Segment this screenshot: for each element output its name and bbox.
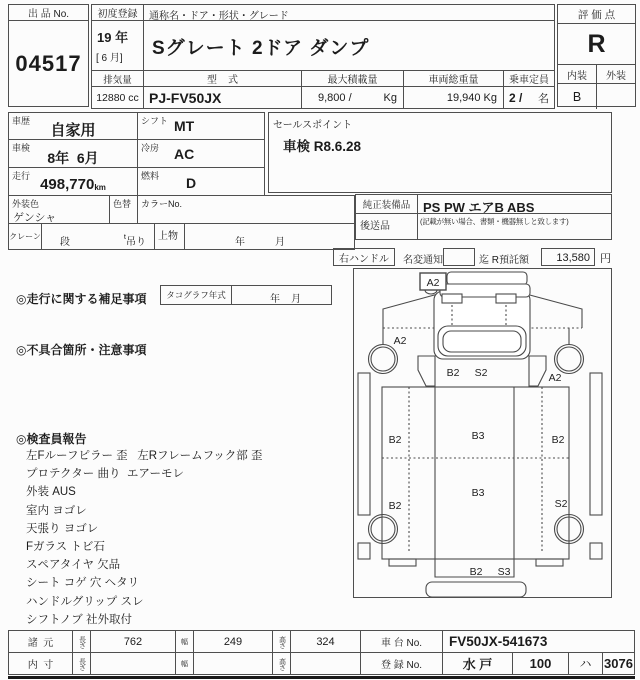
- capacity-unit: 名: [538, 92, 549, 105]
- damage-code-bed-lower: B3: [471, 487, 485, 499]
- model-code-value: PJ-FV50JX: [143, 86, 302, 109]
- model-name-value: Sグレート 2ドア ダンプ: [143, 20, 555, 71]
- mileage-label: 走行: [12, 171, 31, 181]
- inspection-value: 8年 6月: [47, 150, 99, 166]
- inspection-label: 車検: [12, 143, 31, 153]
- color-no-cell: [137, 195, 355, 224]
- inner-height-label: 高さ: [272, 652, 291, 675]
- damage-code-tail-b2: B2: [469, 566, 483, 578]
- sales-point-label: セールスポイント: [273, 120, 353, 131]
- damage-code-tail-s3: S3: [497, 566, 511, 578]
- damage-code-bed-upper: B3: [471, 430, 485, 442]
- mileage-unit: km: [94, 183, 106, 192]
- inspector-line: 左Fルーフピラー 歪 左Rフレームフック部 歪: [26, 450, 263, 462]
- registration-class: 100: [512, 652, 569, 675]
- spec-length-label: 長さ: [72, 630, 91, 653]
- gross-weight-header: 車両総重量: [403, 70, 504, 87]
- crane-cell: クレーン: [8, 223, 42, 250]
- inner-height-value: [290, 652, 361, 675]
- grade-box: [557, 4, 636, 107]
- model-name-header: 通称名・ドア・形状・グレード: [143, 4, 555, 21]
- bottom-rule: [8, 676, 635, 679]
- later-shipment-cell: [417, 213, 612, 240]
- chassis-no-value: FV50JX-541673: [442, 630, 635, 653]
- inspector-line: ハンドルグリップ スレ: [26, 595, 144, 608]
- exterior-color-value: ゲンシャ: [13, 212, 57, 224]
- inner-width-label: 幅: [175, 652, 194, 675]
- exterior-color-label: 外装色: [12, 199, 40, 209]
- first-registration-year: 19 年: [97, 30, 129, 45]
- interior-exterior-values: [558, 84, 635, 109]
- inspector-line: 天張り ヨゴレ: [26, 522, 99, 535]
- inspector-line: 室内 ヨゴレ: [26, 504, 87, 517]
- grade-header: 評 価 点: [558, 5, 635, 24]
- lot-no-header: 出 品 No.: [8, 4, 89, 21]
- payload-unit: Kg: [383, 91, 397, 104]
- spec-row-label: 諸 元: [8, 630, 73, 653]
- uwamono-label-cell: 上物: [154, 223, 185, 250]
- crane-tsuri-label: $^t$吊り: [123, 232, 146, 248]
- damage-code-mid-left: B2: [388, 434, 402, 446]
- fuel-cell: [137, 167, 265, 196]
- capacity-header: 乗車定員: [503, 70, 555, 87]
- history-cell: [8, 112, 138, 140]
- history-value: 自家用: [50, 122, 96, 139]
- damage-diagram-box: [353, 268, 612, 598]
- displacement-header: 排気量: [91, 70, 144, 87]
- defects-heading: ◎不具合箇所・注意事項: [16, 343, 147, 357]
- registration-no-label: 登 録 No.: [360, 652, 443, 675]
- interior-grade: B: [558, 84, 597, 109]
- recolor-label: 色替: [113, 199, 132, 209]
- interior-header: 内装: [558, 65, 597, 83]
- damage-code-cab-b2: B2: [446, 367, 460, 379]
- tachograph-label-cell: タコグラフ年式: [160, 285, 232, 305]
- damage-code-rear-right: S2: [554, 498, 568, 510]
- ac-label: 冷房: [141, 143, 160, 153]
- ac-value: AC: [174, 146, 195, 162]
- spec-height-label: 高さ: [272, 630, 291, 653]
- shift-cell: [137, 112, 265, 140]
- crane-dan-label: 段: [60, 237, 70, 248]
- registration-area: 水 戸: [442, 652, 513, 675]
- lot-no-value: 04517: [8, 20, 89, 107]
- name-change-label: 名変通知: [403, 255, 443, 266]
- crane-t-unit: t: [123, 232, 126, 241]
- fuel-label: 燃料: [141, 171, 160, 181]
- yen-label: 円: [600, 253, 611, 265]
- inspector-line: プロテクター 曲り エアーモレ: [26, 468, 185, 481]
- inner-length-value: [90, 652, 176, 675]
- inspector-line: シフトノブ 社外取付: [26, 613, 133, 626]
- oem-equipment-label: 純正装備品: [355, 194, 418, 214]
- capacity-value-cell: [503, 86, 555, 109]
- later-shipment-label: 後送品: [355, 213, 418, 240]
- first-registration-header: 初度登録: [91, 4, 144, 21]
- deposit-label: R預託額: [491, 255, 530, 266]
- first-registration-month: [ 6 月]: [96, 53, 123, 64]
- interior-exterior-headers: [558, 65, 635, 84]
- truck-top-view-diagram: [354, 269, 611, 597]
- shift-value: MT: [174, 118, 195, 134]
- damage-code-top: A2: [426, 277, 440, 289]
- crane-detail-cell: [41, 223, 155, 250]
- sales-point-box: [268, 112, 612, 193]
- exterior-grade: [597, 84, 635, 109]
- payload-value-cell: [301, 86, 404, 109]
- payload-value: 9,800 /: [318, 91, 352, 104]
- later-shipment-note: (記載が無い場合、書類・機器無しと致します): [420, 217, 569, 226]
- damage-code-cab-s2: S2: [474, 367, 488, 379]
- color-no-label: カラーNo.: [141, 199, 183, 209]
- damage-code-front-right: A2: [548, 372, 562, 384]
- payload-header: 最大積載量: [301, 70, 404, 87]
- inspector-line: Fガラス トビ石: [26, 541, 105, 554]
- exterior-header: 外装: [606, 70, 626, 82]
- damage-code-mid-right: B2: [551, 434, 565, 446]
- uwamono-month-label: 月: [275, 237, 285, 248]
- spec-length-value: 762: [90, 630, 176, 653]
- first-registration-value: [91, 20, 144, 71]
- spec-width-label: 幅: [175, 630, 194, 653]
- made-label: 迄: [479, 255, 489, 266]
- deposit-label-wrap: [479, 251, 529, 266]
- inspector-report-lines: [26, 447, 346, 629]
- inspection-cell: [8, 139, 138, 168]
- inspector-report-heading: ◎検査員報告: [16, 432, 87, 446]
- mileage-note-heading: ◎走行に関する補足事項: [16, 292, 147, 306]
- inner-width-value: [193, 652, 273, 675]
- ac-cell: [137, 139, 265, 168]
- spec-height-value: 324: [290, 630, 361, 653]
- uwamono-value-cell: [184, 223, 355, 250]
- spec-width-value: 249: [193, 630, 273, 653]
- damage-code-rear-left: B2: [388, 500, 402, 512]
- chassis-no-label: 車 台 No.: [360, 630, 443, 653]
- capacity-value: 2 /: [509, 90, 523, 105]
- inner-dims-label: 内 寸: [8, 652, 73, 675]
- sales-point-text: 車検 R8.6.28: [283, 139, 362, 154]
- history-label: 車歴: [12, 116, 31, 126]
- recolor-cell: [109, 195, 138, 224]
- mileage-value: 498,770: [40, 176, 95, 193]
- right-handle-badge: 右ハンドル: [333, 248, 395, 266]
- inspector-line: シート コゲ 穴 ヘタリ: [26, 577, 140, 590]
- tachograph-value-cell: 年 月: [231, 285, 332, 305]
- fuel-value: D: [186, 175, 197, 191]
- shift-label: シフト: [141, 116, 169, 126]
- inspector-line: 外装 AUS: [26, 486, 76, 499]
- registration-number: 3076: [602, 652, 635, 675]
- inspector-line: スペアタイヤ 欠品: [26, 559, 121, 572]
- oem-equipment-value: PS PW エアB ABS: [417, 194, 612, 214]
- inner-length-label: 長さ: [72, 652, 91, 675]
- displacement-value: 12880 cc: [91, 86, 144, 109]
- model-code-header: 型 式: [143, 70, 302, 87]
- registration-kana: ハ: [568, 652, 603, 675]
- name-change-box: [443, 248, 475, 266]
- mileage-cell: [8, 167, 138, 196]
- gross-weight-value: 19,940 Kg: [403, 86, 504, 109]
- uwamono-year-label: 年: [235, 237, 245, 248]
- exterior-color-cell: [8, 195, 110, 224]
- deposit-value-box: 13,580: [541, 248, 595, 266]
- damage-code-front-left: A2: [393, 335, 407, 347]
- grade-value: R: [558, 24, 635, 65]
